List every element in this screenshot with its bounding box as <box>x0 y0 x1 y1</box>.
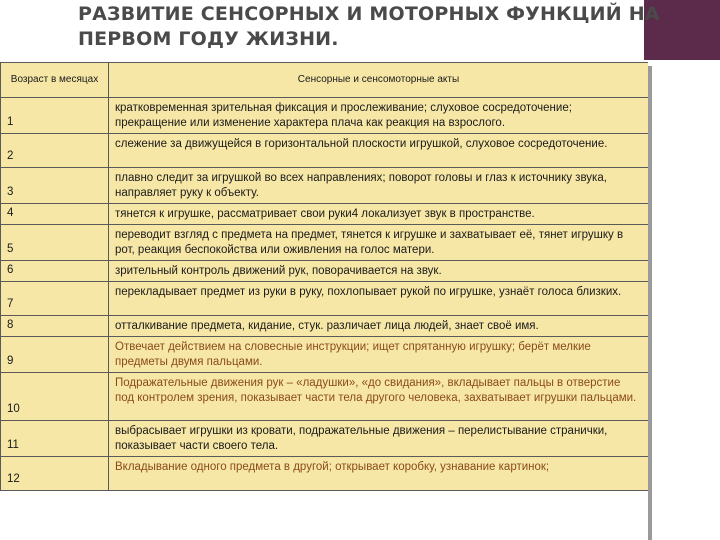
header-acts: Сенсорные и сенсомоторные акты <box>109 63 649 98</box>
development-table <box>0 62 648 491</box>
acts-cell: выбрасывает игрушки из кровати, подражательные движения – перелистывание странички, показывает части своего тела. <box>109 421 649 457</box>
table-row <box>1 337 649 373</box>
table-row <box>1 98 649 134</box>
age-cell: 7 <box>1 282 109 316</box>
table-row <box>1 134 649 168</box>
age-cell: 11 <box>1 421 109 457</box>
acts-cell: тянется к игрушке, рассматривает свои руки4 локализует звук в пространстве. <box>109 204 649 225</box>
table-row <box>1 373 649 421</box>
table-row <box>1 316 649 337</box>
table-row <box>1 457 649 491</box>
age-cell: 4 <box>1 204 109 225</box>
acts-cell: отталкивание предмета, кидание, стук. различает лица людей, знает своё имя. <box>109 316 649 337</box>
acts-cell: слежение за движущейся в горизонтальной плоскости игрушкой, слуховое сосредоточение. <box>109 134 649 168</box>
table-row <box>1 282 649 316</box>
acts-cell: кратковременная зрительная фиксация и прослеживание; слуховое сосредоточение; прекращение или изменение характера плача как реакция на взрослого. <box>109 98 649 134</box>
acts-cell: зрительный контроль движений рук, поворачивается на звук. <box>109 261 649 282</box>
table-header-row <box>1 63 649 98</box>
age-cell: 5 <box>1 225 109 261</box>
age-cell: 1 <box>1 98 109 134</box>
table-row <box>1 261 649 282</box>
table-shadow-right <box>648 66 652 540</box>
age-cell: 8 <box>1 316 109 337</box>
table-row <box>1 204 649 225</box>
acts-cell: переводит взгляд с предмета на предмет, тянется к игрушке и захватывает её, тянет игрушку в рот, реакция беспокойства или оживления на голос матери. <box>109 225 649 261</box>
acts-cell: Отвечает действием на словесные инструкции; ищет спрятанную игрушку; берёт мелкие предметы двумя пальцами. <box>109 337 649 373</box>
acts-cell: перекладывает предмет из руки в руку, похлопывает рукой по игрушке, узнаёт голоса близких. <box>109 282 649 316</box>
table-row <box>1 168 649 204</box>
age-cell: 10 <box>1 373 109 421</box>
age-cell: 2 <box>1 134 109 168</box>
acts-cell: Вкладывание одного предмета в другой; открывает коробку, узнавание картинок; <box>109 457 649 491</box>
acts-cell: плавно следит за игрушкой во всех направлениях; поворот головы и глаз к источнику звука, направляет руку к объекту. <box>109 168 649 204</box>
age-cell: 12 <box>1 457 109 491</box>
age-cell: 6 <box>1 261 109 282</box>
age-cell: 9 <box>1 337 109 373</box>
table-row <box>1 225 649 261</box>
table-row <box>1 421 649 457</box>
header-age: Возраст в месяцах <box>1 63 109 98</box>
age-cell: 3 <box>1 168 109 204</box>
acts-cell: Подражательные движения рук – «ладушки», «до свидания», вкладывает пальцы в отверстие под контролем зрения, показывает части тела другого человека, захватывает игрушки пальцами. <box>109 373 649 421</box>
table-container <box>0 62 648 540</box>
slide-title: РАЗВИТИЕ СЕНСОРНЫХ И МОТОРНЫХ ФУНКЦИЙ НА ПЕРВОМ ГОДУ ЖИЗНИ. <box>78 3 660 50</box>
